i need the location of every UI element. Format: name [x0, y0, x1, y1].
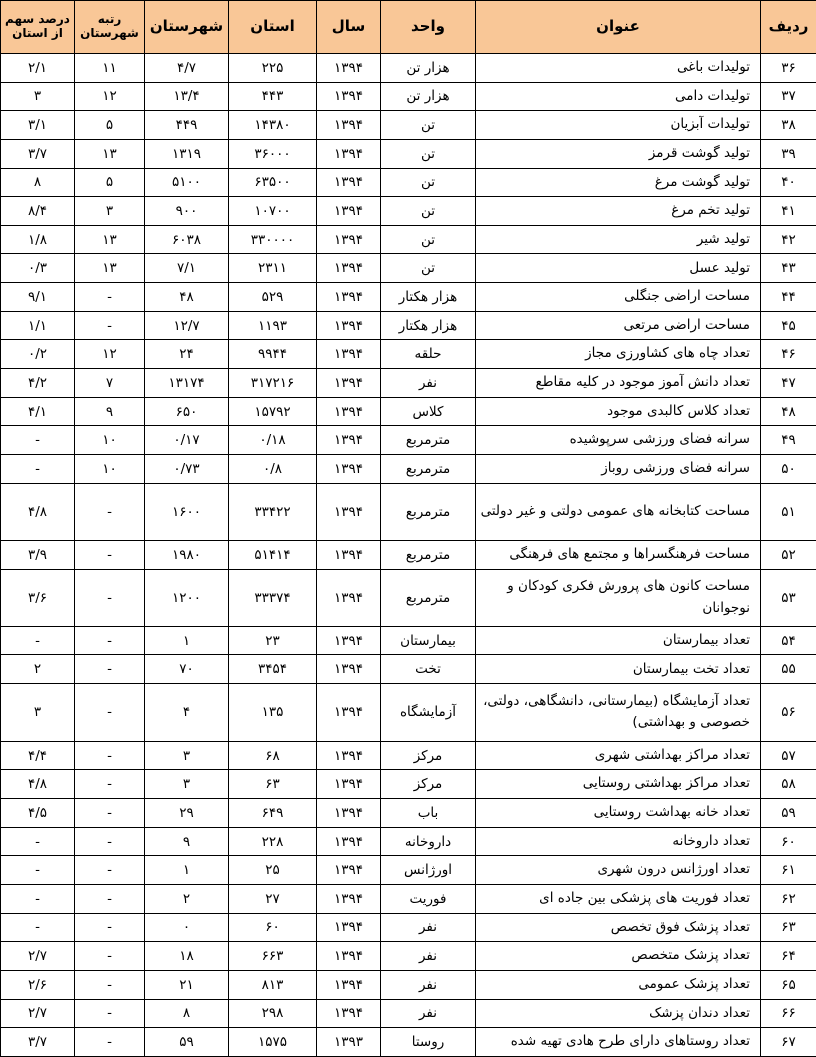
year-cell: ۱۳۹۴: [317, 885, 381, 914]
county-value-cell: ۵۹: [145, 1028, 229, 1057]
table-row: [1, 82, 816, 111]
table-row: [1, 139, 816, 168]
table-row: [1, 168, 816, 197]
county-rank-cell: -: [75, 569, 145, 626]
year-cell: ۱۳۹۴: [317, 856, 381, 885]
county-rank-cell: ۱۲: [75, 82, 145, 111]
county-value-cell: ۱: [145, 626, 229, 655]
province-value-cell: ۲۳: [229, 626, 317, 655]
year-cell: ۱۳۹۴: [317, 254, 381, 283]
title-cell: تعداد پزشک عمومی: [476, 970, 761, 999]
table-row: [1, 970, 816, 999]
header-row: [1, 1, 816, 54]
province-share-cell: ۱/۸: [1, 225, 75, 254]
province-share-cell: ۲/۱: [1, 54, 75, 83]
province-value-cell: ۲۵: [229, 856, 317, 885]
title-cell: تعداد اورژانس درون شهری: [476, 856, 761, 885]
county-rank-cell: -: [75, 942, 145, 971]
year-cell: ۱۳۹۴: [317, 197, 381, 226]
table-row: [1, 254, 816, 283]
row-number-cell: ۴۷: [761, 369, 816, 398]
unit-cell: نفر: [381, 970, 476, 999]
table-row: [1, 54, 816, 83]
title-cell: تولید گوشت قرمز: [476, 139, 761, 168]
table-row: [1, 569, 816, 626]
county-rank-cell: -: [75, 741, 145, 770]
county-rank-cell: -: [75, 999, 145, 1028]
row-number-cell: ۴۵: [761, 311, 816, 340]
unit-cell: مترمربع: [381, 483, 476, 540]
county-value-cell: ۱۶۰۰: [145, 483, 229, 540]
title-cell: تعداد مراکز بهداشتی روستایی: [476, 770, 761, 799]
county-value-cell: ۱: [145, 856, 229, 885]
unit-cell: داروخانه: [381, 827, 476, 856]
title-cell: تعداد کلاس کالبدی موجود: [476, 397, 761, 426]
unit-cell: باب: [381, 799, 476, 828]
header-province: استان: [229, 1, 317, 54]
year-cell: ۱۳۹۴: [317, 569, 381, 626]
county-rank-cell: -: [75, 283, 145, 312]
unit-cell: نفر: [381, 369, 476, 398]
table-row: [1, 885, 816, 914]
table-row: [1, 197, 816, 226]
unit-cell: تن: [381, 111, 476, 140]
province-value-cell: ۶۶۳: [229, 942, 317, 971]
county-value-cell: ۷/۱: [145, 254, 229, 283]
title-cell: تعداد روستاهای دارای طرح هادی تهیه شده: [476, 1028, 761, 1057]
title-cell: تولیدات دامی: [476, 82, 761, 111]
table-row: [1, 626, 816, 655]
county-value-cell: ۶۵۰: [145, 397, 229, 426]
title-cell: تعداد آزمایشگاه (بیمارستانی، دانشگاهی، دولتی، خصوصی و بهداشتی): [476, 684, 761, 742]
province-value-cell: ۵۱۴۱۴: [229, 540, 317, 569]
table-row: [1, 369, 816, 398]
county-rank-cell: -: [75, 799, 145, 828]
county-rank-cell: ۵: [75, 168, 145, 197]
province-share-cell: -: [1, 626, 75, 655]
county-rank-cell: -: [75, 827, 145, 856]
county-rank-cell: ۱۱: [75, 54, 145, 83]
province-share-cell: ۳/۹: [1, 540, 75, 569]
province-share-cell: ۱/۱: [1, 311, 75, 340]
row-number-cell: ۳۷: [761, 82, 816, 111]
table-row: [1, 454, 816, 483]
row-number-cell: ۵۰: [761, 454, 816, 483]
title-cell: مساحت اراضی جنگلی: [476, 283, 761, 312]
year-cell: ۱۳۹۴: [317, 454, 381, 483]
year-cell: ۱۳۹۴: [317, 311, 381, 340]
unit-cell: تن: [381, 168, 476, 197]
county-value-cell: ۶۰۳۸: [145, 225, 229, 254]
province-value-cell: ۱۰۷۰۰: [229, 197, 317, 226]
row-number-cell: ۶۴: [761, 942, 816, 971]
unit-cell: بیمارستان: [381, 626, 476, 655]
county-value-cell: ۰: [145, 913, 229, 942]
title-cell: تولید شیر: [476, 225, 761, 254]
county-value-cell: ۸: [145, 999, 229, 1028]
province-value-cell: ۸۱۳: [229, 970, 317, 999]
row-number-cell: ۴۶: [761, 340, 816, 369]
title-cell: تعداد بیمارستان: [476, 626, 761, 655]
province-share-cell: -: [1, 454, 75, 483]
title-cell: تولیدات آبزیان: [476, 111, 761, 140]
year-cell: ۱۳۹۴: [317, 799, 381, 828]
row-number-cell: ۵۹: [761, 799, 816, 828]
province-value-cell: ۳۳۳۷۴: [229, 569, 317, 626]
unit-cell: مترمربع: [381, 454, 476, 483]
county-rank-cell: -: [75, 1028, 145, 1057]
county-rank-cell: -: [75, 970, 145, 999]
province-share-cell: -: [1, 827, 75, 856]
county-rank-cell: -: [75, 626, 145, 655]
province-value-cell: ۲۳۱۱: [229, 254, 317, 283]
year-cell: ۱۳۹۴: [317, 827, 381, 856]
province-value-cell: ۳۴۵۴: [229, 655, 317, 684]
row-number-cell: ۵۱: [761, 483, 816, 540]
table-row: [1, 311, 816, 340]
province-share-cell: ۳/۶: [1, 569, 75, 626]
province-value-cell: ۶۴۹: [229, 799, 317, 828]
county-value-cell: ۳: [145, 741, 229, 770]
province-value-cell: ۱۵۷۹۲: [229, 397, 317, 426]
year-cell: ۱۳۹۴: [317, 741, 381, 770]
province-share-cell: -: [1, 856, 75, 885]
county-value-cell: ۴/۷: [145, 54, 229, 83]
unit-cell: مترمربع: [381, 540, 476, 569]
row-number-cell: ۶۰: [761, 827, 816, 856]
row-number-cell: ۳۹: [761, 139, 816, 168]
province-share-cell: ۴/۱: [1, 397, 75, 426]
title-cell: سرانه فضای ورزشی سرپوشیده: [476, 426, 761, 455]
unit-cell: تن: [381, 225, 476, 254]
county-rank-cell: ۱۳: [75, 254, 145, 283]
header-rank: رتبه شهرستان: [75, 1, 145, 54]
header-county: شهرستان: [145, 1, 229, 54]
province-value-cell: ۲۹۸: [229, 999, 317, 1028]
county-value-cell: ۲۱: [145, 970, 229, 999]
year-cell: ۱۳۹۴: [317, 655, 381, 684]
county-value-cell: ۷۰: [145, 655, 229, 684]
title-cell: مساحت کتابخانه های عمومی دولتی و غیر دولتی: [476, 483, 761, 540]
province-share-cell: ۰/۲: [1, 340, 75, 369]
province-share-cell: ۳/۷: [1, 1028, 75, 1057]
province-share-cell: ۴/۸: [1, 770, 75, 799]
unit-cell: کلاس: [381, 397, 476, 426]
province-value-cell: ۵۲۹: [229, 283, 317, 312]
province-value-cell: ۴۴۳: [229, 82, 317, 111]
province-value-cell: ۶۳۵۰۰: [229, 168, 317, 197]
row-number-cell: ۵۲: [761, 540, 816, 569]
table-row: [1, 942, 816, 971]
county-value-cell: ۱۹۸۰: [145, 540, 229, 569]
row-number-cell: ۵۷: [761, 741, 816, 770]
year-cell: ۱۳۹۴: [317, 426, 381, 455]
county-value-cell: ۱۲۰۰: [145, 569, 229, 626]
table-row: [1, 340, 816, 369]
county-rank-cell: ۱۳: [75, 139, 145, 168]
row-number-cell: ۴۲: [761, 225, 816, 254]
unit-cell: اورژانس: [381, 856, 476, 885]
county-value-cell: ۴۴۹: [145, 111, 229, 140]
province-value-cell: ۶۸: [229, 741, 317, 770]
row-number-cell: ۴۹: [761, 426, 816, 455]
county-value-cell: ۱۸: [145, 942, 229, 971]
row-number-cell: ۶۶: [761, 999, 816, 1028]
unit-cell: مرکز: [381, 770, 476, 799]
province-share-cell: ۴/۴: [1, 741, 75, 770]
county-value-cell: ۲۴: [145, 340, 229, 369]
province-value-cell: ۳۱۷۲۱۶: [229, 369, 317, 398]
county-rank-cell: -: [75, 483, 145, 540]
county-rank-cell: -: [75, 913, 145, 942]
unit-cell: نفر: [381, 999, 476, 1028]
unit-cell: مترمربع: [381, 569, 476, 626]
unit-cell: نفر: [381, 913, 476, 942]
province-share-cell: ۲/۷: [1, 942, 75, 971]
table-row: [1, 655, 816, 684]
table-row: [1, 770, 816, 799]
province-value-cell: ۳۳۰۰۰۰: [229, 225, 317, 254]
province-share-cell: ۸/۴: [1, 197, 75, 226]
county-rank-cell: -: [75, 885, 145, 914]
unit-cell: هزار هکتار: [381, 283, 476, 312]
table-row: [1, 1028, 816, 1057]
county-rank-cell: ۳: [75, 197, 145, 226]
header-year: سال: [317, 1, 381, 54]
year-cell: ۱۳۹۴: [317, 397, 381, 426]
row-number-cell: ۵۳: [761, 569, 816, 626]
row-number-cell: ۶۱: [761, 856, 816, 885]
header-unit: واحد: [381, 1, 476, 54]
province-share-cell: ۳: [1, 684, 75, 742]
title-cell: تعداد پزشک متخصص: [476, 942, 761, 971]
title-cell: مساحت فرهنگسراها و مجتمع های فرهنگی: [476, 540, 761, 569]
title-cell: تولید تخم مرغ: [476, 197, 761, 226]
year-cell: ۱۳۹۴: [317, 684, 381, 742]
province-share-cell: -: [1, 885, 75, 914]
title-cell: مساحت اراضی مرتعی: [476, 311, 761, 340]
county-value-cell: ۰/۱۷: [145, 426, 229, 455]
table-row: [1, 999, 816, 1028]
row-number-cell: ۵۶: [761, 684, 816, 742]
table-row: [1, 684, 816, 742]
county-value-cell: ۴۸: [145, 283, 229, 312]
county-rank-cell: ۱۰: [75, 454, 145, 483]
year-cell: ۱۳۹۴: [317, 369, 381, 398]
county-value-cell: ۲: [145, 885, 229, 914]
title-cell: تعداد دندان پزشک: [476, 999, 761, 1028]
row-number-cell: ۵۴: [761, 626, 816, 655]
table-row: [1, 483, 816, 540]
row-number-cell: ۴۰: [761, 168, 816, 197]
unit-cell: تن: [381, 254, 476, 283]
year-cell: ۱۳۹۴: [317, 111, 381, 140]
row-number-cell: ۴۸: [761, 397, 816, 426]
province-value-cell: ۲۲۸: [229, 827, 317, 856]
table-body: [1, 54, 816, 1057]
county-rank-cell: -: [75, 655, 145, 684]
year-cell: ۱۳۹۴: [317, 168, 381, 197]
header-row-no: ردیف: [761, 1, 816, 54]
county-rank-cell: ۹: [75, 397, 145, 426]
row-number-cell: ۶۳: [761, 913, 816, 942]
table-row: [1, 225, 816, 254]
row-number-cell: ۴۱: [761, 197, 816, 226]
province-value-cell: ۳۶۰۰۰: [229, 139, 317, 168]
year-cell: ۱۳۹۴: [317, 626, 381, 655]
year-cell: ۱۳۹۴: [317, 999, 381, 1028]
year-cell: ۱۳۹۴: [317, 970, 381, 999]
county-rank-cell: ۱۰: [75, 426, 145, 455]
title-cell: تولیدات باغی: [476, 54, 761, 83]
province-value-cell: ۹۹۴۴: [229, 340, 317, 369]
county-value-cell: ۳: [145, 770, 229, 799]
row-number-cell: ۵۸: [761, 770, 816, 799]
province-share-cell: ۳: [1, 82, 75, 111]
title-cell: تولید گوشت مرغ: [476, 168, 761, 197]
province-share-cell: ۲/۶: [1, 970, 75, 999]
province-value-cell: ۲۷: [229, 885, 317, 914]
title-cell: تعداد مراکز بهداشتی شهری: [476, 741, 761, 770]
row-number-cell: ۶۲: [761, 885, 816, 914]
county-value-cell: ۹: [145, 827, 229, 856]
header-title: عنوان: [476, 1, 761, 54]
year-cell: ۱۳۹۴: [317, 82, 381, 111]
county-rank-cell: ۱۲: [75, 340, 145, 369]
year-cell: ۱۳۹۳: [317, 1028, 381, 1057]
province-value-cell: ۰/۸: [229, 454, 317, 483]
county-rank-cell: -: [75, 540, 145, 569]
province-share-cell: ۲/۷: [1, 999, 75, 1028]
county-rank-cell: ۷: [75, 369, 145, 398]
county-rank-cell: ۱۳: [75, 225, 145, 254]
county-rank-cell: -: [75, 770, 145, 799]
county-value-cell: ۲۹: [145, 799, 229, 828]
table-row: [1, 426, 816, 455]
year-cell: ۱۳۹۴: [317, 770, 381, 799]
table-row: [1, 799, 816, 828]
county-rank-cell: -: [75, 684, 145, 742]
year-cell: ۱۳۹۴: [317, 340, 381, 369]
province-value-cell: ۱۱۹۳: [229, 311, 317, 340]
unit-cell: مترمربع: [381, 426, 476, 455]
row-number-cell: ۳۸: [761, 111, 816, 140]
table-row: [1, 111, 816, 140]
year-cell: ۱۳۹۴: [317, 483, 381, 540]
province-share-cell: ۴/۵: [1, 799, 75, 828]
province-value-cell: ۱۴۳۸۰: [229, 111, 317, 140]
row-number-cell: ۳۶: [761, 54, 816, 83]
province-share-cell: ۳/۷: [1, 139, 75, 168]
year-cell: ۱۳۹۴: [317, 225, 381, 254]
province-value-cell: ۲۲۵: [229, 54, 317, 83]
year-cell: ۱۳۹۴: [317, 139, 381, 168]
unit-cell: روستا: [381, 1028, 476, 1057]
title-cell: تعداد تخت بیمارستان: [476, 655, 761, 684]
county-value-cell: ۴: [145, 684, 229, 742]
province-share-cell: ۴/۲: [1, 369, 75, 398]
county-value-cell: ۰/۷۳: [145, 454, 229, 483]
row-number-cell: ۴۳: [761, 254, 816, 283]
year-cell: ۱۳۹۴: [317, 283, 381, 312]
unit-cell: آزمایشگاه: [381, 684, 476, 742]
row-number-cell: ۵۵: [761, 655, 816, 684]
province-value-cell: ۳۳۴۲۲: [229, 483, 317, 540]
table-row: [1, 913, 816, 942]
province-share-cell: -: [1, 913, 75, 942]
title-cell: تعداد دانش آموز موجود در کلیه مقاطع: [476, 369, 761, 398]
province-share-cell: ۹/۱: [1, 283, 75, 312]
table-row: [1, 397, 816, 426]
title-cell: تعداد داروخانه: [476, 827, 761, 856]
unit-cell: مرکز: [381, 741, 476, 770]
county-value-cell: ۱۳۱۷۴: [145, 369, 229, 398]
table-row: [1, 283, 816, 312]
table-row: [1, 540, 816, 569]
province-share-cell: ۸: [1, 168, 75, 197]
title-cell: سرانه فضای ورزشی روباز: [476, 454, 761, 483]
unit-cell: تخت: [381, 655, 476, 684]
unit-cell: تن: [381, 197, 476, 226]
year-cell: ۱۳۹۴: [317, 54, 381, 83]
table-row: [1, 741, 816, 770]
row-number-cell: ۴۴: [761, 283, 816, 312]
province-share-cell: ۰/۳: [1, 254, 75, 283]
unit-cell: فوریت: [381, 885, 476, 914]
county-value-cell: ۵۱۰۰: [145, 168, 229, 197]
row-number-cell: ۶۵: [761, 970, 816, 999]
province-value-cell: ۶۰: [229, 913, 317, 942]
county-value-cell: ۹۰۰: [145, 197, 229, 226]
unit-cell: هزار تن: [381, 54, 476, 83]
county-value-cell: ۱۲/۷: [145, 311, 229, 340]
county-rank-cell: ۵: [75, 111, 145, 140]
county-value-cell: ۱۳/۴: [145, 82, 229, 111]
province-share-cell: ۳/۱: [1, 111, 75, 140]
title-cell: تعداد خانه بهداشت روستایی: [476, 799, 761, 828]
unit-cell: نفر: [381, 942, 476, 971]
province-value-cell: ۱۵۷۵: [229, 1028, 317, 1057]
county-rank-cell: -: [75, 856, 145, 885]
unit-cell: تن: [381, 139, 476, 168]
year-cell: ۱۳۹۴: [317, 913, 381, 942]
table-row: [1, 856, 816, 885]
title-cell: تعداد چاه های کشاورزی مجاز: [476, 340, 761, 369]
title-cell: تولید عسل: [476, 254, 761, 283]
county-rank-cell: -: [75, 311, 145, 340]
row-number-cell: ۶۷: [761, 1028, 816, 1057]
province-value-cell: ۱۳۵: [229, 684, 317, 742]
province-value-cell: ۶۳: [229, 770, 317, 799]
unit-cell: حلقه: [381, 340, 476, 369]
province-value-cell: ۰/۱۸: [229, 426, 317, 455]
year-cell: ۱۳۹۴: [317, 540, 381, 569]
title-cell: تعداد فوریت های پزشکی بین جاده ای: [476, 885, 761, 914]
county-value-cell: ۱۳۱۹: [145, 139, 229, 168]
table-row: [1, 827, 816, 856]
header-share: درصد سهم از استان: [1, 1, 75, 54]
title-cell: تعداد پزشک فوق تخصص: [476, 913, 761, 942]
province-share-cell: ۴/۸: [1, 483, 75, 540]
unit-cell: هزار هکتار: [381, 311, 476, 340]
unit-cell: هزار تن: [381, 82, 476, 111]
province-share-cell: ۲: [1, 655, 75, 684]
title-cell: مساحت کانون های پرورش فکری کودکان و نوجوانان: [476, 569, 761, 626]
year-cell: ۱۳۹۴: [317, 942, 381, 971]
province-share-cell: -: [1, 426, 75, 455]
